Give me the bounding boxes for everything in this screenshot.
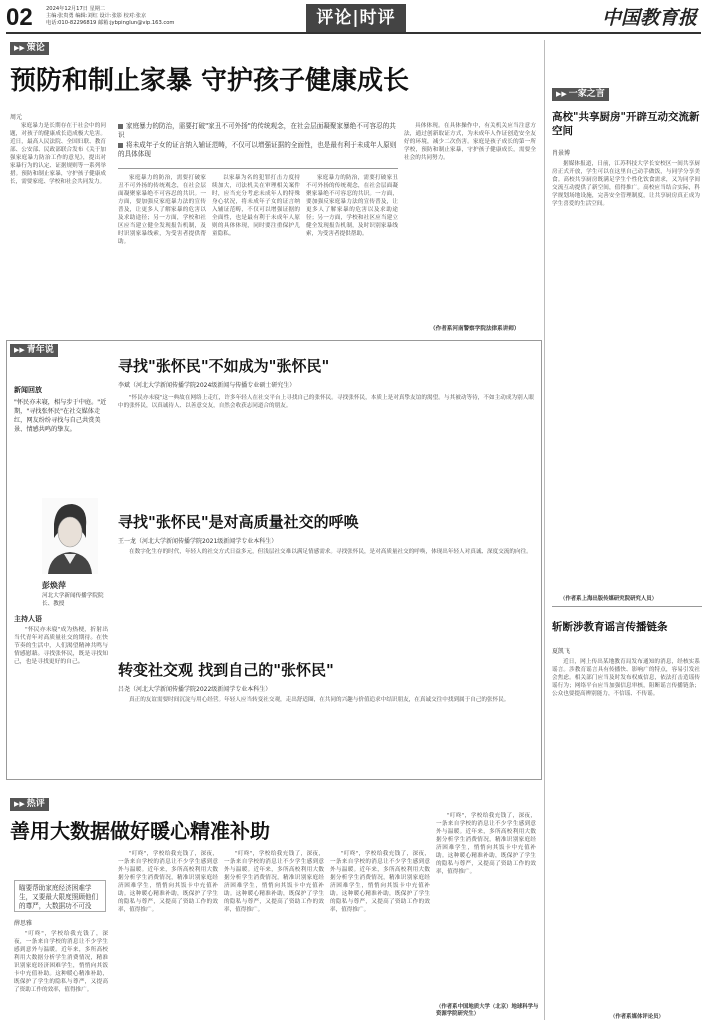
square-bullet-icon	[118, 143, 123, 148]
policy-source: （作者系河南警察学院法律系讲师）	[430, 326, 520, 332]
policy-col3: 以家暴为名的犯罪打击力度持续加大，司法机关在审理相关案件时，应当充分考虑未成年人的特殊身心状况，将未成年子女的证言纳入辅证范畴，不仅可以增强证据的全面性，也是最有利于未成年人原则的具体体现，同时要注重保护儿童隐私。	[212, 175, 300, 237]
news-replay-box	[14, 386, 110, 490]
youth-body-3: 真正的友谊需要时间沉淀与用心经营。年轻人应当转变社交观，走出舒适圈，在共同的兴趣与价值追求中结识朋友，在真诚交往中找到属于自己的张怀民。	[129, 697, 510, 703]
double-arrow-icon: ▶▶	[14, 44, 25, 52]
hot-body-col1: "叮咚"，学校给我充钱了，深夜，一条来自学校的消息让不少学生感到意外与温暖。近年来，多所高校利用大数据分析学生消费情况，精准识别家庭经济困难学生，悄悄向其饭卡中充值补助。这种暖心精准补助，既保护了学生的隐私与尊严，又提高了资助工作的效率，值得推广。	[14, 931, 108, 993]
right-headline-1: 高校"共享厨房"开辟互动交流新空间	[552, 111, 700, 137]
policy-col3b: 家庭暴力的防治，需要打破家丑不可外扬的传统观念，在社会层面凝聚家暴绝不可容忍的共识。一方面，要加强反家庭暴力法的宣传普及，让更多人了解家暴的危害以及求助途径；另一方面，学校和社区应当建立健全发现报告机制，及时识别家暴线索，为受害者提供帮助。	[306, 175, 398, 237]
hot-body-col4: "叮咚"，学校给我充钱了，深夜，一条来自学校的消息让不少学生感到意外与温暖。近年来，多所高校利用大数据分析学生消费情况，精准识别家庭经济困难学生，悄悄向其饭卡中充值补助。这种暖心精准补助，既保护了学生的隐私与尊严，又提高了资助工作的效率，值得推广。	[330, 851, 430, 913]
right-author-2: 夏凯飞	[552, 648, 571, 655]
quote-item: 将未成年子女的证言纳入辅证范畴，不仅可以增强证据的全面性，也是最有利于未成年人原则的具体体现	[118, 141, 397, 158]
masthead-contact: 电话:010-82296819 邮箱:jybpinglun@vip.163.com	[46, 20, 175, 26]
youth-byline-1: 李斌（河北大学新闻传播学院2024级新闻与传播专业硕士研究生）	[118, 382, 296, 389]
policy-col4: 具体体现。在具体操作中，有关机关应当注意方法，通过创新取证方式，为未成年人作证创造安全友好的环境，减少二次伤害。家庭是孩子成长的第一所学校，预防和制止家暴，守护孩子健康成长，需要全社会的共同努力。	[404, 123, 536, 161]
right-source-1: （作者系上海出版传媒研究院研究人员）	[560, 596, 658, 602]
hot-summary: 瞄要帮助家庭经济困难学生，又要最大限度照顾他们的尊严，大数据功不可没	[14, 880, 106, 912]
hot-tag: ▶▶ 热评	[10, 798, 49, 811]
masthead-date: 2024年12月17日 星期二	[46, 6, 106, 12]
right-divider	[552, 606, 702, 607]
right-body-1: 据媒体报道，日前，江苏科技大学长安校区一间共享厨房正式开放，学生可以在这里自己动手做饭，与同学分享美食。高校共享厨房既满足学生个性化饮食需求，又为同学间交流互动提供了新空间，值得推广。高校应当结合实际，科学规划场地设施，完善安全管理制度，让共享厨房真正成为学生喜爱的生活空间。	[552, 161, 700, 207]
youth-body-1: "怀民亦未寝"这一典故在网络上走红，许多年轻人在社交平台上寻找自己的张怀民。寻找张怀民，本质上是对真挚友谊的渴望。与其被动等待，不如主动成为别人眼中的张怀民，以真诚待人、以善意交友，自然会收获志同道合的朋友。	[118, 395, 534, 409]
policy-headline: 预防和制止家暴 守护孩子健康成长	[10, 66, 410, 96]
double-arrow-icon: ▶▶	[556, 90, 567, 98]
hot-body-col5: "叮咚"，学校给我充钱了，深夜，一条来自学校的消息让不少学生感到意外与温暖。近年来，多所高校利用大数据分析学生消费情况，精准识别家庭经济困难学生，悄悄向其饭卡中充值补助。这种暖心精准补助，既保护了学生的隐私与尊严，又提高了资助工作的效率，值得推广。	[436, 813, 536, 875]
square-bullet-icon	[118, 124, 123, 129]
hot-author: 薛思雅	[14, 920, 33, 927]
youth-headline-3: 转变社交观 找到自己的"张怀民"	[118, 661, 334, 679]
youth-tag: ▶▶ 青年说	[10, 344, 58, 357]
host-text: "怀民亦未寝"成为热梗，折射出当代青年对高质量社交的期待。在快节奏的生活中，人们渴望精神共鸣与情感慰藉。寻找张怀民，既是寻找知己，也是寻找更好的自己。	[14, 627, 108, 665]
news-replay-title: 新闻回放	[14, 386, 42, 394]
policy-col2: 家庭暴力的防治，需要打破家丑不可外扬的传统观念，在社会层面凝聚家暴绝不可容忍的共识。一方面，要加强反家庭暴力法的宣传普及，让更多人了解家暴的危害以及求助途径；另一方面，学校和社区应当建立健全发现报告机制，及时识别家暴线索，为受害者提供帮助。	[118, 175, 206, 245]
column-divider	[544, 40, 545, 1020]
policy-quote-box	[118, 122, 398, 164]
quote-item: 家庭暴力的防治，需要打破"家丑不可外扬"的传统观念，在社会层面凝聚家暴绝不可容忍的共识	[118, 122, 396, 139]
hot-headline: 善用大数据做好暖心精准补助	[10, 819, 270, 843]
youth-headline-1: 寻找"张怀民"不如成为"张怀民"	[118, 357, 330, 375]
hot-body-col2: "叮咚"，学校给我充钱了，深夜，一条来自学校的消息让不少学生感到意外与温暖。近年来，多所高校利用大数据分析学生消费情况，精准识别家庭经济困难学生，悄悄向其饭卡中充值补助。这种暖心精准补助，既保护了学生的隐私与尊严，又提高了资助工作的效率，值得推广。	[118, 851, 218, 913]
policy-tag: ▶▶ 策论	[10, 42, 49, 55]
masthead-editors: 主编:张贵勇 编辑:刘红 设计:张影 校对:张京	[46, 13, 147, 19]
masthead	[6, 4, 701, 34]
hot-source: （作者系中国地质大学（北京）地球科学与资源学院研究生）	[436, 1004, 539, 1017]
person-title: 河北大学新闻传播学院院长、教授	[42, 593, 104, 607]
policy-author: 周元	[10, 114, 23, 121]
youth-byline-2: 王一龙（河北大学新闻传播学院2021级新闻学专业本科生）	[118, 538, 278, 545]
right-author-1: 肖景博	[552, 150, 571, 157]
right-headline-2: 斩断涉教育谣言传播链条	[552, 621, 668, 633]
right-body-2: 近日，网上传出某地教育局发布通知的消息，经核实系谣言。涉教育谣言具有传播快、影响广的特点，容易引发社会焦虑。相关部门应当及时发布权威信息，依法打击造谣传谣行为；网络平台应当加强信息审核，阻断谣言传播链条；公众也要提高辨别能力，不信谣、不传谣。	[552, 659, 700, 697]
section-title: 评论|时评	[306, 4, 406, 32]
host-title: 主持人语	[14, 615, 42, 623]
portrait-photo	[42, 498, 98, 574]
youth-byline-3: 吕尧（河北大学新闻传播学院2022级新闻学专业本科生）	[118, 686, 272, 693]
double-arrow-icon: ▶▶	[14, 346, 25, 354]
page-number: 02	[6, 4, 33, 31]
newspaper-logo: 中国教育报	[601, 7, 697, 29]
news-replay-text: "怀民亦未寝，相与步于中庭。"近期，"寻找张怀民"在社交媒体走红，网友纷纷寻找与自己共赏美景、情感共鸣的挚友。	[14, 399, 107, 433]
youth-body-2: 在数字化生存的时代，年轻人的社交方式日益多元，但浅层社交难以满足情感需求。寻找张怀民，是对高质量社交的呼唤，体现出年轻人对真诚、深度交流的向往。	[129, 549, 532, 555]
double-arrow-icon: ▶▶	[14, 800, 25, 808]
masthead-info	[46, 6, 206, 27]
hot-body-col3: "叮咚"，学校给我充钱了，深夜，一条来自学校的消息让不少学生感到意外与温暖。近年来，多所高校利用大数据分析学生消费情况，精准识别家庭经济困难学生，悄悄向其饭卡中充值补助。这种暖心精准补助，既保护了学生的隐私与尊严，又提高了资助工作的效率，值得推广。	[224, 851, 324, 913]
policy-col1: 家庭暴力是长期存在于社会中的问题，对孩子的健康成长造成极大危害。近日，最高人民法院、全国妇联、教育部、公安部、民政部联合发布《关于加强家庭暴力防治工作的意见》，提出对家暴行为的认定、证据规则等一系列举措。预防和制止家暴，守护孩子健康成长，需要家庭、学校和社会共同发力。	[10, 123, 106, 185]
quote-divider	[118, 168, 398, 169]
youth-headline-2: 寻找"张怀民"是对高质量社交的呼唤	[118, 513, 359, 531]
person-name: 彭焕萍	[42, 581, 66, 590]
right-source-2: （作者系媒体评论员）	[610, 1014, 664, 1020]
opinion-tag: ▶▶ 一家之言	[552, 88, 609, 101]
